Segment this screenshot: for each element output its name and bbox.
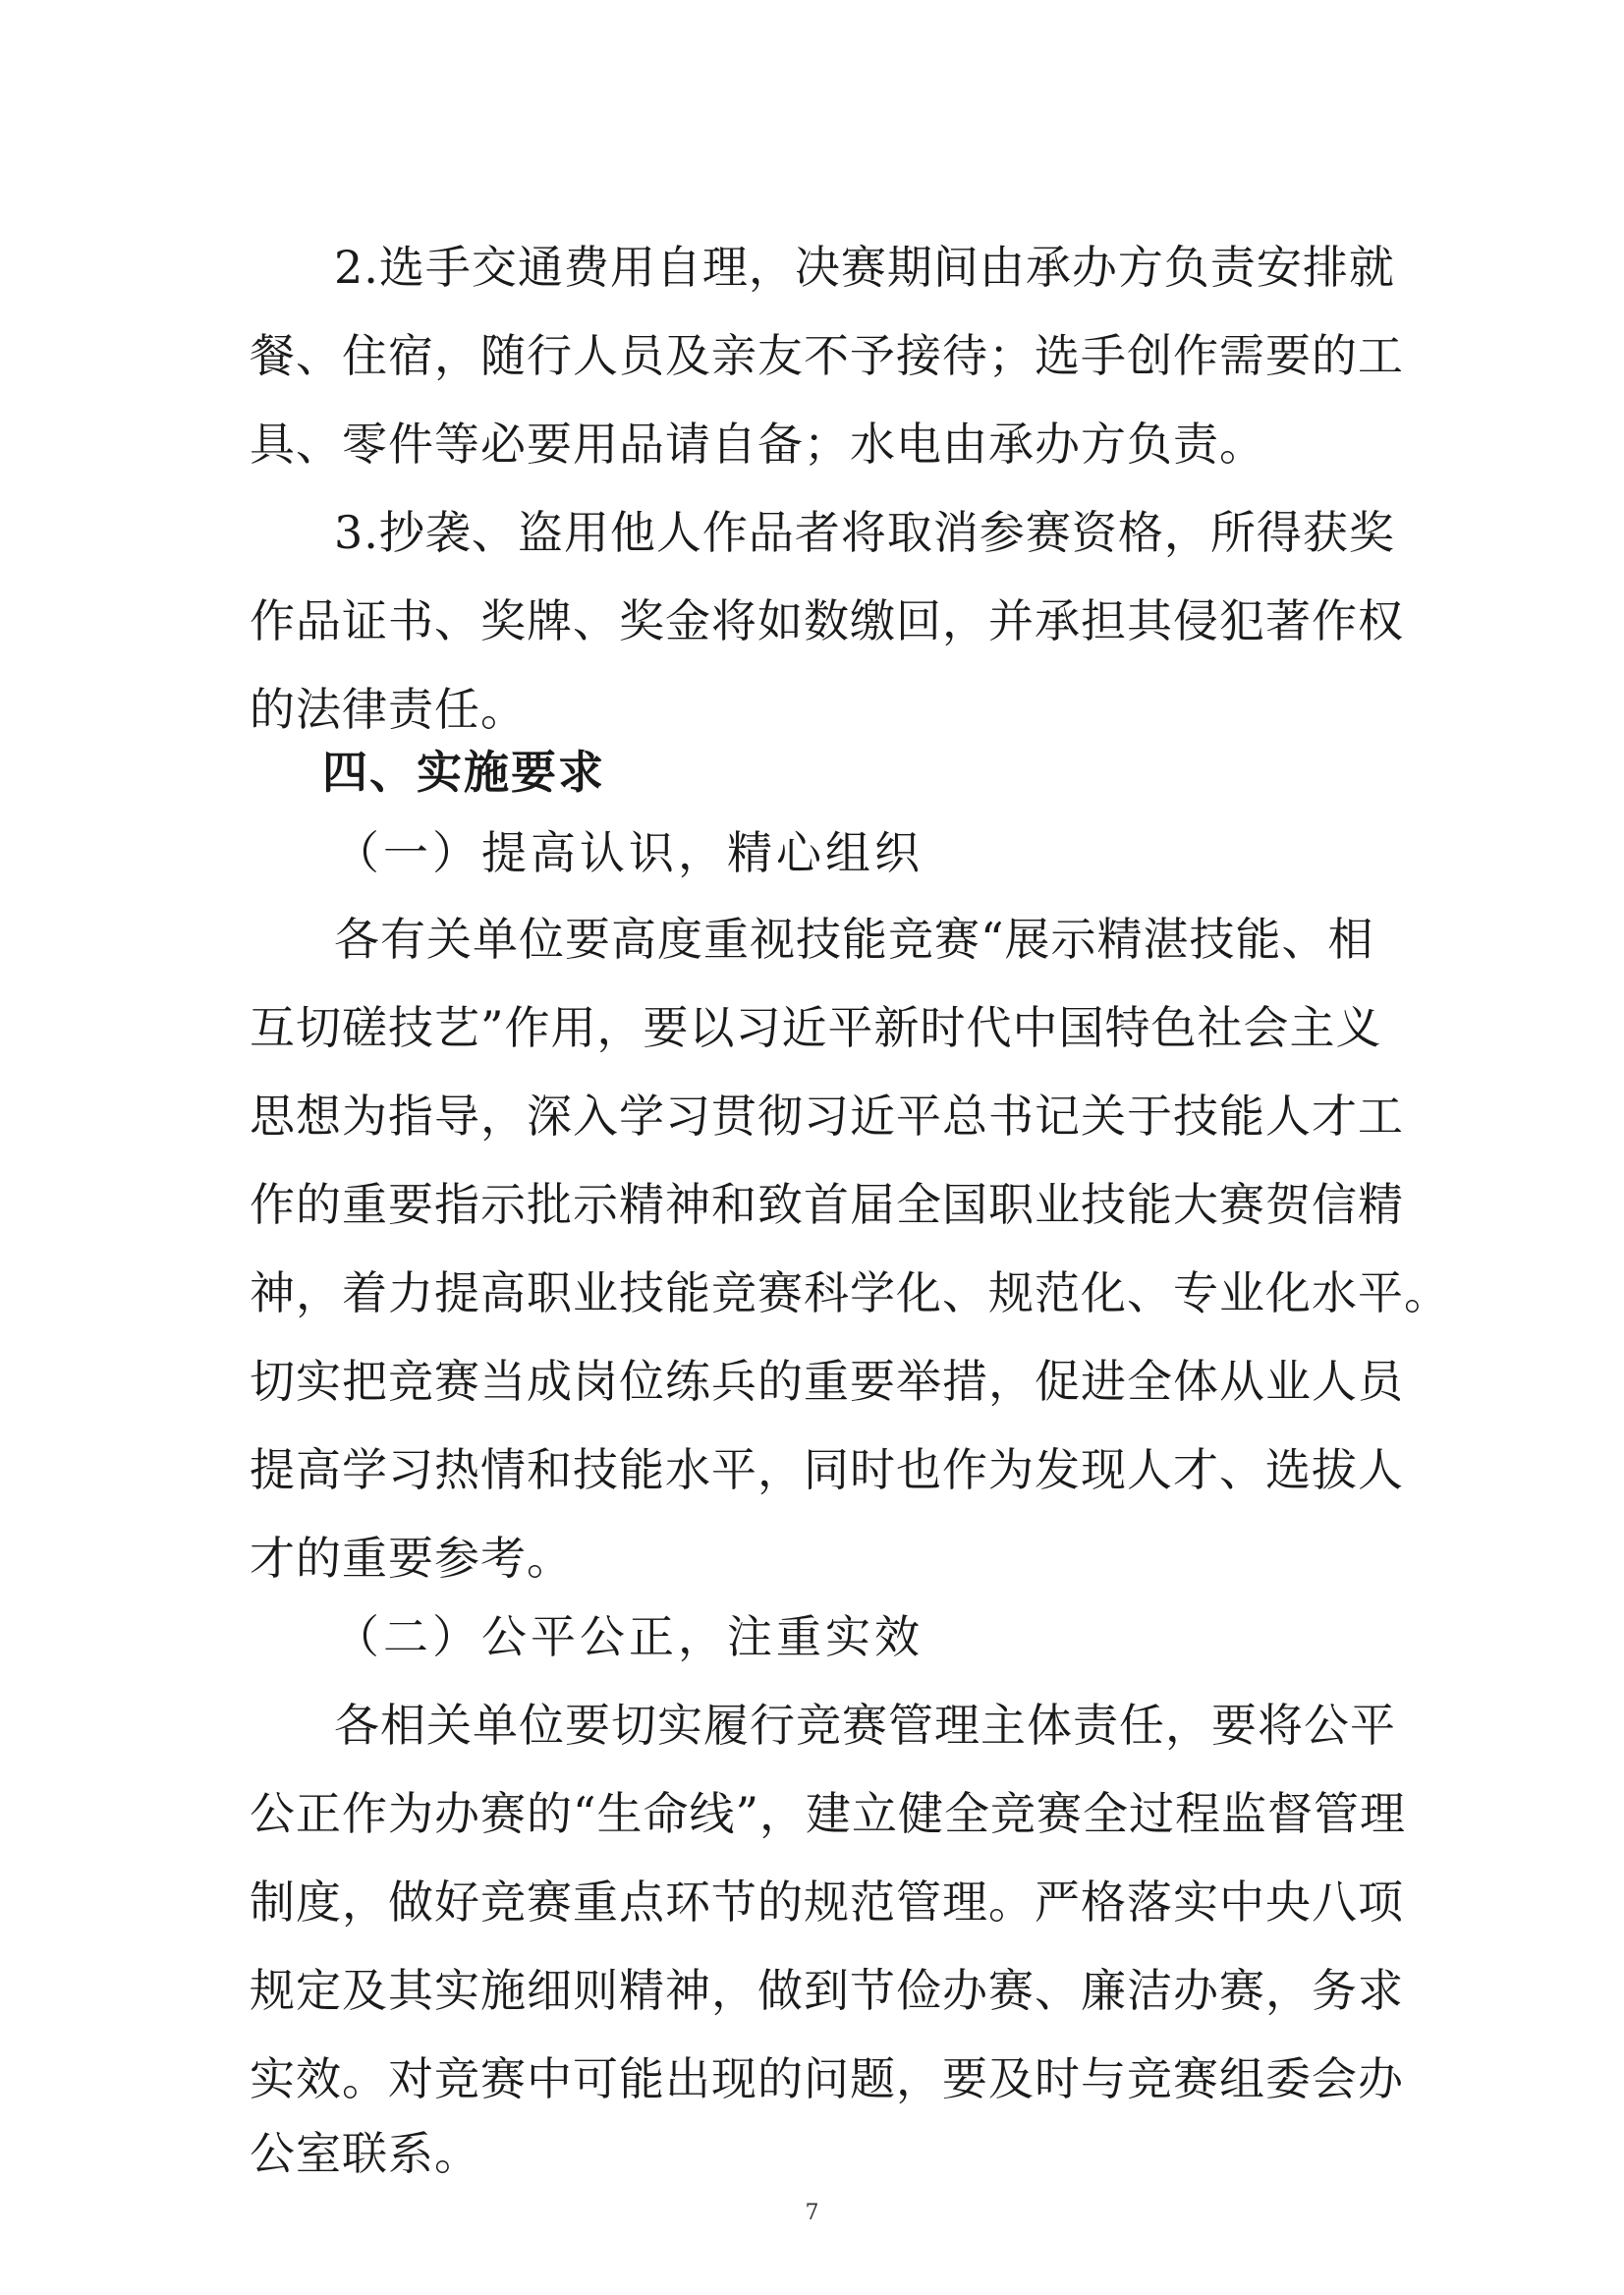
paragraph-line: 神，着力提高职业技能竞赛科学化、规范化、专业化水平。 xyxy=(250,1266,1450,1319)
paragraph-line: 各有关单位要高度重视技能竞赛“展示精湛技能、相 xyxy=(334,913,1374,966)
subsection-heading: （一）提高认识，精心组织 xyxy=(334,826,924,879)
paragraph-line: 餐、住宿，随行人员及亲友不予接待；选手创作需要的工 xyxy=(250,329,1404,382)
paragraph-line: 提高学习热情和技能水平，同时也作为发现人才、选拔人 xyxy=(250,1443,1404,1496)
paragraph-line: 制度，做好竞赛重点环节的规范管理。严格落实中央八项 xyxy=(250,1875,1404,1929)
paragraph-line: 公室联系。 xyxy=(250,2127,480,2180)
section-heading: 四、实施要求 xyxy=(322,746,605,799)
paragraph-line: 2.选手交通费用自理，决赛期间由承办方负责安排就 xyxy=(334,241,1395,294)
paragraph-line: 实效。对竞赛中可能出现的问题，要及时与竞赛组委会办 xyxy=(250,2052,1404,2105)
paragraph-line: 切实把竞赛当成岗位练兵的重要举措，促进全体从业人员 xyxy=(250,1355,1404,1408)
paragraph-line: 作品证书、奖牌、奖金将如数缴回，并承担其侵犯著作权 xyxy=(250,594,1404,647)
paragraph-line: 公正作为办赛的“生命线”，建立健全竞赛全过程监督管理 xyxy=(250,1787,1407,1840)
paragraph-line: 互切磋技艺”作用，要以习近平新时代中国特色社会主义 xyxy=(250,1001,1382,1054)
paragraph-line: 的法律责任。 xyxy=(250,683,527,736)
paragraph-line: 3.抄袭、盗用他人作品者将取消参赛资格，所得获奖 xyxy=(334,506,1395,559)
subsection-heading: （二）公平公正，注重实效 xyxy=(334,1610,924,1663)
paragraph-line: 规定及其实施细则精神，做到节俭办赛、廉洁办赛，务求 xyxy=(250,1964,1404,2017)
paragraph-line: 才的重要参考。 xyxy=(250,1532,573,1585)
paragraph-line: 思想为指导，深入学习贯彻习近平总书记关于技能人才工 xyxy=(250,1090,1404,1143)
paragraph-line: 作的重要指示批示精神和致首届全国职业技能大赛贺信精 xyxy=(250,1178,1404,1231)
paragraph-line: 各相关单位要切实履行竞赛管理主体责任，要将公平 xyxy=(334,1699,1396,1752)
page-number: 7 xyxy=(805,2201,819,2225)
paragraph-line: 具、零件等必要用品请自备；水电由承办方负责。 xyxy=(250,418,1265,471)
